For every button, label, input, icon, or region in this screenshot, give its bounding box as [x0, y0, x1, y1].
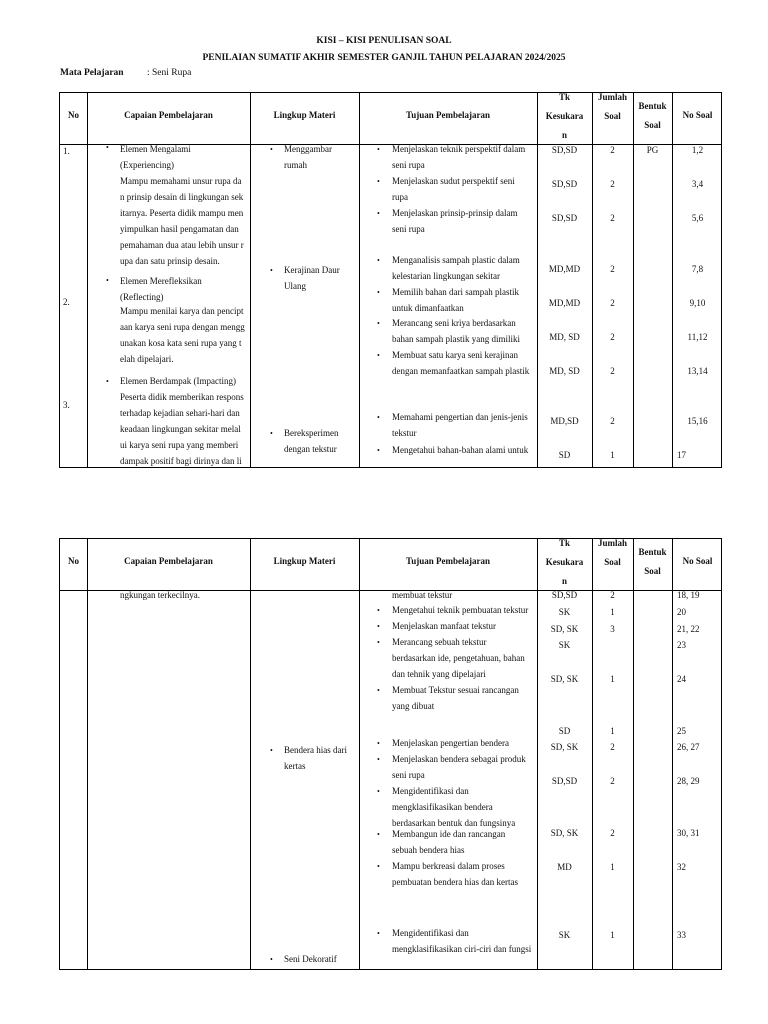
tujuan-item: Merancang seni kriya berdasarkan bahan sampah plastik yang dimiliki: [392, 318, 520, 344]
tk-value: SD,SD: [551, 145, 578, 155]
tujuan-item: Mengetahui teknik pembuatan tekstur: [392, 605, 529, 615]
bullet-icon: •: [106, 143, 109, 152]
tk-value: SD, SK: [550, 742, 579, 752]
tujuan-item: Menjelaskan teknik perspektif dalam seni rupa: [392, 144, 526, 170]
header-bentuk: Bentuk Soal: [638, 547, 667, 576]
header-tk: Tk Kesukara n: [545, 92, 584, 140]
subject-label: Mata Pelajaran: [60, 68, 124, 78]
header-no: No: [68, 556, 79, 566]
jumlah-value: 1: [610, 862, 615, 872]
tk-value: SK: [558, 930, 571, 940]
tujuan-item: Menjelaskan prinsip-prinsip dalam seni rupa: [392, 208, 518, 234]
jumlah-value: 2: [610, 179, 615, 189]
tk-value: MD,SD: [550, 416, 579, 426]
jumlah-value: 2: [610, 213, 615, 223]
tujuan-item: Mengidentifikasi dan mengklasifikasikan bendera berdasarkan bentuk dan fungsinya: [392, 786, 516, 828]
jumlah-value: 3: [610, 624, 615, 634]
tujuan-item: Menjelaskan sudut perspektif seni rupa: [392, 176, 515, 202]
tujuan-item: Menjelaskan pengertian bendera: [392, 738, 509, 748]
tk-value: SD,SD: [551, 213, 578, 223]
jumlah-value: 2: [610, 828, 615, 838]
jumlah-value: 1: [610, 607, 615, 617]
tk-value: SD,SD: [551, 179, 578, 189]
lingkup-item: Bendera hias dari kertas: [284, 745, 347, 771]
lingkup-item: Kerajinan Daur Ulang: [284, 265, 340, 291]
subject-value: : Seni Rupa: [147, 68, 192, 78]
header-nosoal: No Soal: [682, 110, 713, 120]
header-jumlah: Jumlah Soal: [597, 538, 627, 567]
header-jumlah: Jumlah Soal: [597, 92, 627, 121]
tujuan-item: membuat tekstur: [392, 590, 453, 600]
nosoal-value: 20: [677, 607, 686, 617]
tk-value: MD, SD: [549, 366, 580, 376]
nosoal-value: 5,6: [691, 213, 704, 223]
document-title: KISI – KISI PENULISAN SOAL: [316, 36, 452, 46]
bullet-icon: •: [270, 266, 273, 275]
nosoal-value: 28, 29: [677, 776, 700, 786]
capaian-element-2: Elemen Merefleksikan (Reflecting): [120, 276, 202, 302]
header-tujuan: Tujuan Pembelajaran: [406, 556, 490, 566]
nosoal-value: 18, 19: [677, 590, 700, 600]
tk-value: SD, SK: [550, 624, 579, 634]
nosoal-value: 3,4: [691, 179, 704, 189]
nosoal-value: 17: [677, 450, 686, 460]
header-nosoal: No Soal: [682, 556, 713, 566]
jumlah-value: 1: [610, 450, 615, 460]
bullet-icon: •: [270, 955, 273, 964]
bentuk-value: PG: [646, 145, 659, 155]
tk-value: MD,MD: [548, 264, 581, 274]
header-capaian: Capaian Pembelajaran: [124, 556, 213, 566]
tujuan-item: Membuat Tekstur sesuai rancangan yang dibuat: [392, 685, 519, 711]
jumlah-value: 2: [610, 776, 615, 786]
header-lingkup: Lingkup Materi: [273, 556, 336, 566]
nosoal-value: 15,16: [687, 416, 708, 426]
nosoal-value: 32: [677, 862, 686, 872]
tk-value: SD: [558, 450, 571, 460]
tk-value: MD,MD: [548, 298, 581, 308]
jumlah-value: 1: [610, 930, 615, 940]
header-bentuk: Bentuk Soal: [638, 101, 667, 130]
tk-value: MD: [557, 862, 572, 872]
header-lingkup: Lingkup Materi: [273, 110, 336, 120]
header-tujuan: Tujuan Pembelajaran: [406, 110, 490, 120]
row-number: 2.: [63, 297, 70, 307]
tujuan-item: Menganalisis sampah plastic dalam kelestarian lingkungan sekitar: [392, 255, 520, 281]
jumlah-value: 2: [610, 366, 615, 376]
bullet-icon: •: [270, 429, 273, 438]
tujuan-item: Menjelaskan manfaat tekstur: [392, 621, 496, 631]
tujuan-item: Mengidentifikasi dan mengklasifikasikan ciri-ciri dan fungsi: [392, 928, 532, 954]
tk-value: SD, SK: [550, 674, 579, 684]
jumlah-value: 2: [610, 298, 615, 308]
tujuan-item: Mampu berkreasi dalam proses pembuatan bendera hias dan kertas: [392, 861, 518, 887]
nosoal-value: 7,8: [691, 264, 704, 274]
tk-value: SD, SK: [550, 828, 579, 838]
tujuan-item: Membangun ide dan rancangan sebuah bendera hias: [392, 829, 506, 855]
lingkup-item: Bereksperimen dengan tekstur: [284, 428, 339, 454]
nosoal-value: 25: [677, 726, 686, 736]
jumlah-value: 2: [610, 416, 615, 426]
nosoal-value: 23: [677, 640, 686, 650]
nosoal-value: 30, 31: [677, 828, 700, 838]
capaian-element-1: Elemen Mengalami (Experiencing): [120, 144, 191, 170]
tk-value: SD: [558, 726, 571, 736]
jumlah-value: 1: [610, 674, 615, 684]
capaian-desc-1: Mampu memahami unsur rupa da n prinsip desain di lingkungan sek itarnya. Peserta didik mampu men yimpulkan hasil pengamatan dan pemahaman dua atau lebih unsur r upa dan satu prinsip desain.: [120, 176, 244, 266]
tk-value: SK: [558, 640, 571, 650]
bullet-icon: •: [270, 746, 273, 755]
nosoal-value: 13,14: [687, 366, 708, 376]
tujuan-item: Memahami pengertian dan jenis-jenis tekstur: [392, 412, 528, 438]
tk-value: SD,SD: [551, 776, 578, 786]
tujuan-item: Memilih bahan dari sampah plastik untuk dimanfaatkan: [392, 287, 519, 313]
tujuan-item: Menjelaskan bendera sebagai produk seni rupa: [392, 754, 526, 780]
nosoal-value: 33: [677, 930, 686, 940]
tujuan-item: Membuat satu karya seni kerajinan dengan memanfaatkan sampah plastik: [392, 350, 530, 376]
tujuan-item: Merancang sebuah tekstur berdasarkan ide, pengetahuan, bahan dan tehnik yang dipelajari: [392, 637, 525, 679]
tk-value: SD,SD: [551, 590, 578, 600]
jumlah-value: 2: [610, 742, 615, 752]
jumlah-value: 2: [610, 264, 615, 274]
document-subtitle: PENILAIAN SUMATIF AKHIR SEMESTER GANJIL TAHUN PELAJARAN 2024/2025: [202, 53, 566, 63]
tk-value: MD, SD: [549, 332, 580, 342]
bullet-icon: •: [106, 276, 109, 285]
nosoal-value: 1,2: [691, 145, 704, 155]
bullet-icon: •: [270, 145, 273, 154]
jumlah-value: 2: [610, 145, 615, 155]
lingkup-item: Menggambar rumah: [284, 144, 332, 170]
nosoal-value: 21, 22: [677, 624, 700, 634]
nosoal-value: 11,12: [687, 332, 708, 342]
tujuan-item: Mengetahui bahan-bahan alami untuk: [392, 445, 529, 455]
bullet-icon: •: [106, 377, 109, 386]
lingkup-item: Seni Dekoratif: [284, 954, 337, 964]
jumlah-value: 1: [610, 726, 615, 736]
header-no: No: [68, 110, 79, 120]
row-number: 3.: [63, 400, 70, 410]
tk-value: SK: [558, 607, 571, 617]
jumlah-value: 2: [610, 332, 615, 342]
header-capaian: Capaian Pembelajaran: [124, 110, 213, 120]
row-number: 1.: [63, 146, 70, 156]
capaian-continuation: ngkungan terkecilnya.: [120, 590, 200, 600]
header-tk: Tk Kesukara n: [545, 538, 584, 586]
jumlah-value: 2: [610, 590, 615, 600]
capaian-element-3: Elemen Berdampak (Impacting) Peserta didik memberikan respons terhadap kejadian sehari-hari dan keadaan lingkungan sekitar melal ui karya seni rupa yang memberi dampak positif bagi dirinya dan li: [120, 376, 244, 466]
nosoal-value: 26, 27: [677, 742, 700, 752]
capaian-desc-2: Mampu menilai karya dan pencipt aan karya seni rupa dengan mengg unakan kosa kata seni rupa yang t elah dipelajari.: [120, 306, 245, 364]
nosoal-value: 24: [677, 674, 686, 684]
nosoal-value: 9,10: [689, 298, 706, 308]
